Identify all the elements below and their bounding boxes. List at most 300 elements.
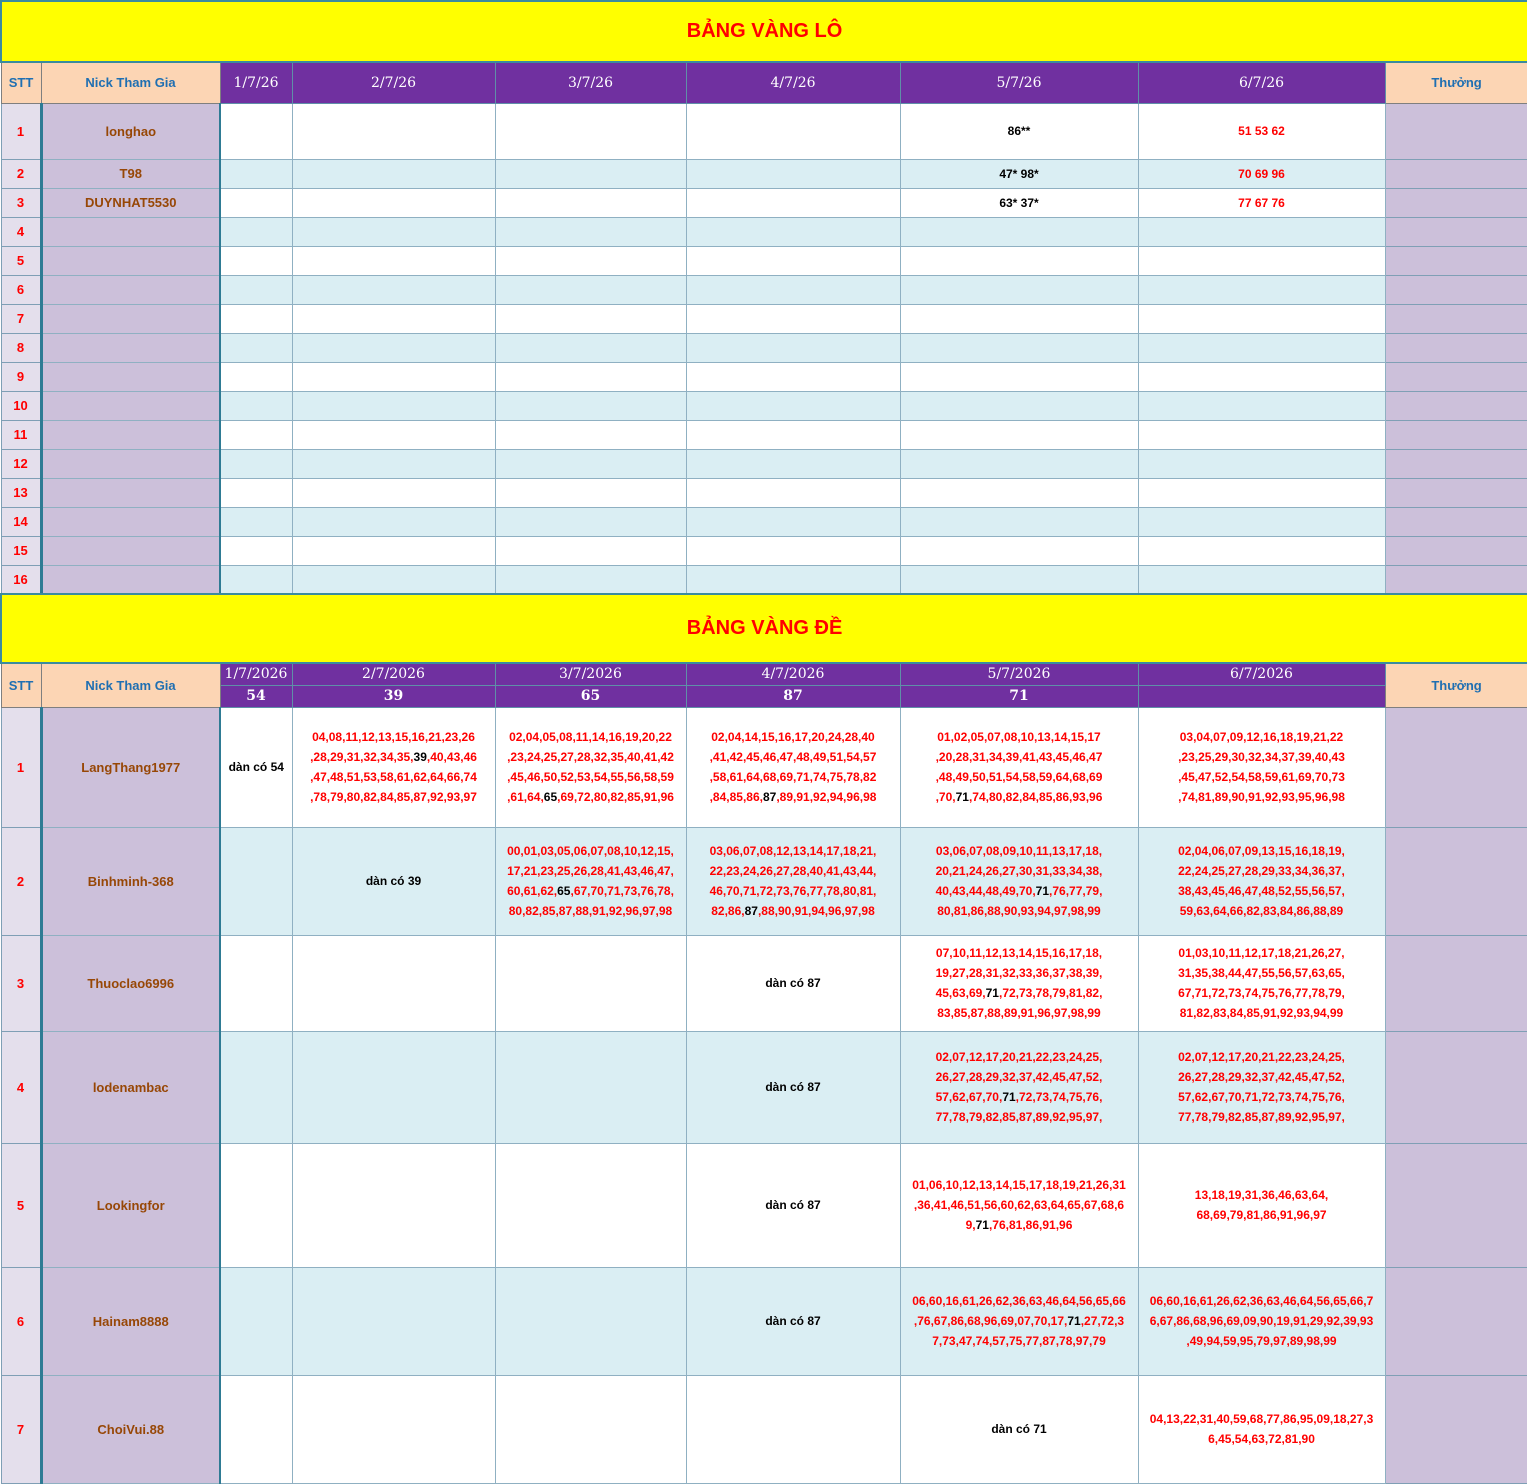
de-number-line: 03,06,07,08,09,10,11,13,17,18, (935, 844, 1103, 858)
de-cell (1138, 1375, 1385, 1483)
lo-cell (495, 159, 686, 188)
lo-cell (686, 391, 900, 420)
lo-cell (220, 246, 292, 275)
de-thuong (1385, 1267, 1527, 1375)
lo-cell (495, 507, 686, 536)
lo-cell (495, 103, 686, 159)
lo-stt: 15 (1, 536, 41, 565)
lo-nick (41, 536, 220, 565)
de-cell (220, 1143, 292, 1267)
de-number-line: 80,82,85,87,88,91,92,96,97,98 (508, 904, 673, 918)
de-cell (292, 1375, 495, 1483)
lo-cell (686, 333, 900, 362)
de-date-header: 5/7/2026 (900, 663, 1138, 685)
lo-date-header: 4/7/26 (686, 62, 900, 103)
lo-nick: longhao (41, 103, 220, 159)
de-number-line: 57,62,67,70,71,72,73,74,75,76, (935, 1090, 1103, 1104)
de-thuong (1385, 935, 1527, 1031)
lo-cell (220, 449, 292, 478)
de-cell (220, 1031, 292, 1143)
de-cell: dàn có 87 (686, 935, 900, 1031)
lo-cell (292, 507, 495, 536)
de-number-line: 31,35,38,44,47,55,56,57,63,65, (1178, 966, 1345, 980)
lo-cell (292, 536, 495, 565)
de-cell (495, 1375, 686, 1483)
lo-cell (1138, 536, 1385, 565)
de-number-line: 03,06,07,08,12,13,14,17,18,21, (709, 844, 877, 858)
de-number-line: ,49,94,59,95,79,97,89,98,99 (1186, 1334, 1337, 1348)
lo-row (1, 507, 1527, 536)
lo-nick (41, 565, 220, 594)
lo-cell (686, 217, 900, 246)
de-stt: 5 (1, 1143, 41, 1267)
lo-cell (1138, 478, 1385, 507)
lo-cell (220, 565, 292, 594)
lo-cell (292, 188, 495, 217)
de-number-line: 00,01,03,05,06,07,08,10,12,15, (507, 844, 674, 858)
de-number-line: 67,71,72,73,74,75,76,77,78,79, (1178, 986, 1345, 1000)
lo-cell (900, 362, 1138, 391)
de-number-line: ,61,64,65,69,72,80,82,85,91,96 (507, 790, 674, 804)
de-number-line: ,20,28,31,34,39,41,43,45,46,47 (935, 750, 1103, 764)
de-result: 39 (292, 685, 495, 707)
de-number-line: ,23,25,29,30,32,34,37,39,40,43 (1178, 750, 1345, 764)
lo-cell (1138, 333, 1385, 362)
de-row (1, 707, 1527, 827)
lo-cell (900, 420, 1138, 449)
lo-cell (686, 478, 900, 507)
de-number-line: 6,45,54,63,72,81,90 (1208, 1432, 1315, 1446)
lo-cell (292, 565, 495, 594)
lo-cell (292, 246, 495, 275)
de-number-line: 9,71,76,81,86,91,96 (965, 1218, 1073, 1232)
lo-stt: 13 (1, 478, 41, 507)
de-thuong (1385, 1375, 1527, 1483)
lo-row (1, 188, 1527, 217)
lo-stt: 2 (1, 159, 41, 188)
lo-nick-header: Nick Tham Gia (41, 62, 220, 103)
lo-cell (686, 449, 900, 478)
de-cell (686, 1375, 900, 1483)
de-date-header: 2/7/2026 (292, 663, 495, 685)
de-number-line: 6,67,86,68,96,69,09,90,19,91,29,92,39,93 (1149, 1314, 1374, 1328)
de-cell (495, 935, 686, 1031)
lo-stt: 5 (1, 246, 41, 275)
lo-date-header: 1/7/26 (220, 62, 292, 103)
lo-nick (41, 275, 220, 304)
winning-number: 87 (744, 904, 758, 918)
de-result: 71 (900, 685, 1138, 707)
de-row (1, 1267, 1527, 1375)
lo-cell (220, 159, 292, 188)
de-thuong (1385, 1143, 1527, 1267)
lo-nick (41, 304, 220, 333)
de-number-line: 02,04,14,15,16,17,20,24,28,40 (711, 730, 875, 744)
de-number-line: 07,10,11,12,13,14,15,16,17,18, (935, 946, 1103, 960)
de-number-line: 77,78,79,82,85,87,89,92,95,97, (1178, 1110, 1345, 1124)
lo-date-header: 2/7/26 (292, 62, 495, 103)
lo-cell (292, 103, 495, 159)
de-number-line: 40,43,44,48,49,70,71,76,77,79, (935, 884, 1103, 898)
de-cell (495, 827, 686, 935)
lo-cell (686, 188, 900, 217)
lo-cell (292, 304, 495, 333)
de-number-line: 57,62,67,70,71,72,73,74,75,76, (1178, 1090, 1345, 1104)
de-number-line: 02,07,12,17,20,21,22,23,24,25, (1178, 1050, 1345, 1064)
de-number-line: 83,85,87,88,89,91,96,97,98,99 (937, 1006, 1101, 1020)
de-number-line: ,48,49,50,51,54,58,59,64,68,69 (935, 770, 1103, 784)
winning-number: 71 (955, 790, 969, 804)
de-number-line: 7,73,47,74,57,75,77,87,78,97,79 (932, 1334, 1106, 1348)
lo-row (1, 449, 1527, 478)
lo-cell (1138, 246, 1385, 275)
lo-stt: 9 (1, 362, 41, 391)
de-number-line: 60,61,62,65,67,70,71,73,76,78, (507, 884, 674, 898)
de-number-line: 82,86,87,88,90,91,94,96,97,98 (711, 904, 875, 918)
de-date-header: 3/7/2026 (495, 663, 686, 685)
lo-thuong (1385, 304, 1527, 333)
de-row (1, 827, 1527, 935)
de-number-line: 80,81,86,88,90,93,94,97,98,99 (937, 904, 1101, 918)
de-cell: dàn có 87 (686, 1267, 900, 1375)
de-row (1, 1143, 1527, 1267)
lo-stt: 4 (1, 217, 41, 246)
de-number-line: ,47,48,51,53,58,61,62,64,66,74 (310, 770, 477, 784)
de-number-line: 01,02,05,07,08,10,13,14,15,17 (937, 730, 1101, 744)
de-cell (1138, 1143, 1385, 1267)
lo-cell (220, 420, 292, 449)
lo-cell (900, 275, 1138, 304)
lo-cell (495, 391, 686, 420)
lo-cell: 47* 98* (900, 159, 1138, 188)
de-number-line: ,84,85,86,87,89,91,92,94,96,98 (709, 790, 877, 804)
lo-cell (495, 565, 686, 594)
lo-row (1, 275, 1527, 304)
lo-stt: 3 (1, 188, 41, 217)
lo-stt: 7 (1, 304, 41, 333)
de-nick: ChoiVui.88 (41, 1375, 220, 1483)
de-cell: dàn có 87 (686, 1031, 900, 1143)
de-cell (292, 1267, 495, 1375)
winning-number: 65 (557, 884, 571, 898)
winning-number: 39 (413, 750, 427, 764)
lo-cell (292, 449, 495, 478)
lo-cell (686, 536, 900, 565)
lo-thuong (1385, 362, 1527, 391)
de-stt: 4 (1, 1031, 41, 1143)
lo-thuong-header: Thưởng (1385, 62, 1527, 103)
de-number-line: 22,23,24,26,27,28,40,41,43,44, (709, 864, 877, 878)
lo-cell (495, 275, 686, 304)
de-number-line: 26,27,28,29,32,37,42,45,47,52, (935, 1070, 1103, 1084)
lo-cell (495, 449, 686, 478)
lo-stt: 8 (1, 333, 41, 362)
lo-stt: 1 (1, 103, 41, 159)
lo-cell (1138, 449, 1385, 478)
de-cell (686, 707, 900, 827)
lo-stt: 16 (1, 565, 41, 594)
lo-cell (220, 188, 292, 217)
lo-cell (1138, 304, 1385, 333)
lo-thuong (1385, 188, 1527, 217)
de-cell (900, 707, 1138, 827)
lo-table (0, 0, 1527, 595)
de-date-header: 1/7/2026 (220, 663, 292, 685)
lo-thuong (1385, 391, 1527, 420)
de-cell (1138, 827, 1385, 935)
lo-cell (1138, 362, 1385, 391)
de-stt: 1 (1, 707, 41, 827)
lo-cell (292, 159, 495, 188)
lo-cell (900, 507, 1138, 536)
de-cell (900, 1143, 1138, 1267)
de-cell (900, 1031, 1138, 1143)
lo-cell: 63* 37* (900, 188, 1138, 217)
lo-cell (1138, 507, 1385, 536)
de-number-line: 06,60,16,61,26,62,36,63,46,64,56,65,66 (912, 1294, 1126, 1308)
de-cell (220, 1267, 292, 1375)
de-row (1, 935, 1527, 1031)
lo-thuong (1385, 275, 1527, 304)
lo-stt: 10 (1, 391, 41, 420)
de-number-line: 04,13,22,31,40,59,68,77,86,95,09,18,27,3 (1149, 1412, 1374, 1426)
lo-thuong (1385, 536, 1527, 565)
de-thuong (1385, 707, 1527, 827)
lo-thuong (1385, 478, 1527, 507)
de-number-line: ,70,71,74,80,82,84,85,86,93,96 (935, 790, 1103, 804)
de-cell (292, 707, 495, 827)
lo-cell: 70 69 96 (1138, 159, 1385, 188)
de-cell (220, 935, 292, 1031)
de-cell (900, 935, 1138, 1031)
de-cell (495, 707, 686, 827)
lo-thuong (1385, 449, 1527, 478)
de-cell (900, 827, 1138, 935)
de-number-line: ,58,61,64,68,69,71,74,75,78,82 (709, 770, 877, 784)
lo-row (1, 478, 1527, 507)
de-number-line: ,36,41,46,51,56,60,62,63,64,65,67,68,6 (913, 1198, 1125, 1212)
de-number-line: 19,27,28,31,32,33,36,37,38,39, (935, 966, 1103, 980)
de-result (1138, 685, 1385, 707)
lo-thuong (1385, 333, 1527, 362)
lo-cell (686, 420, 900, 449)
de-date-header: 4/7/2026 (686, 663, 900, 685)
de-cell (1138, 1267, 1385, 1375)
de-cell (1138, 935, 1385, 1031)
lo-nick (41, 333, 220, 362)
winning-number: 71 (985, 986, 999, 1000)
lo-cell (900, 333, 1138, 362)
lo-cell (495, 217, 686, 246)
winning-number: 87 (762, 790, 777, 804)
lo-cell (220, 333, 292, 362)
lo-cell (220, 536, 292, 565)
lo-cell (292, 333, 495, 362)
lo-stt: 12 (1, 449, 41, 478)
lo-stt: 11 (1, 420, 41, 449)
lo-stt: 14 (1, 507, 41, 536)
lo-row (1, 333, 1527, 362)
lo-cell (495, 333, 686, 362)
de-row (1, 1031, 1527, 1143)
lo-cell (220, 391, 292, 420)
lo-row (1, 536, 1527, 565)
lo-cell (292, 391, 495, 420)
de-number-line: 38,43,45,46,47,48,52,55,56,57, (1178, 884, 1345, 898)
lo-thuong (1385, 246, 1527, 275)
de-number-line: 77,78,79,82,85,87,89,92,95,97, (935, 1110, 1103, 1124)
lo-cell (686, 159, 900, 188)
lo-date-header: 3/7/26 (495, 62, 686, 103)
lo-thuong (1385, 217, 1527, 246)
de-number-line: ,45,46,50,52,53,54,55,56,58,59 (507, 770, 674, 784)
lo-cell (292, 275, 495, 304)
de-number-line: 46,70,71,72,73,76,77,78,80,81, (709, 884, 877, 898)
de-number-line: 68,69,79,81,86,91,96,97 (1196, 1208, 1327, 1222)
lo-stt: 6 (1, 275, 41, 304)
lo-cell: 51 53 62 (1138, 103, 1385, 159)
de-number-line: 02,04,06,07,09,13,15,16,18,19, (1178, 844, 1345, 858)
de-number-line: 04,08,11,12,13,15,16,21,23,26 (312, 730, 475, 744)
lo-row (1, 391, 1527, 420)
winning-number: 71 (1035, 884, 1050, 898)
lo-cell (1138, 275, 1385, 304)
lo-cell (220, 362, 292, 391)
de-table (0, 593, 1527, 1484)
lo-cell (220, 304, 292, 333)
lo-cell (1138, 565, 1385, 594)
de-number-line: 26,27,28,29,32,37,42,45,47,52, (1178, 1070, 1345, 1084)
de-number-line: 02,04,05,08,11,14,16,19,20,22 (509, 730, 672, 744)
lo-cell (495, 246, 686, 275)
winning-number: 71 (1002, 1090, 1016, 1104)
de-cell (220, 827, 292, 935)
de-title: BẢNG VÀNG ĐỀ (1, 594, 1527, 663)
de-thuong (1385, 1031, 1527, 1143)
lo-cell (900, 565, 1138, 594)
lo-date-header: 6/7/26 (1138, 62, 1385, 103)
lo-cell (495, 188, 686, 217)
lo-cell (220, 478, 292, 507)
lo-cell (495, 478, 686, 507)
de-cell (495, 1267, 686, 1375)
de-number-line: 59,63,64,66,82,83,84,86,88,89 (1179, 904, 1344, 918)
de-cell (495, 1143, 686, 1267)
lo-title: BẢNG VÀNG LÔ (1, 1, 1527, 62)
de-stt: 3 (1, 935, 41, 1031)
lo-cell: 86** (900, 103, 1138, 159)
de-number-line: ,45,47,52,54,58,59,61,69,70,73 (1178, 770, 1345, 784)
de-cell: dàn có 71 (900, 1375, 1138, 1483)
de-cell (1138, 1031, 1385, 1143)
lo-cell (495, 362, 686, 391)
lo-thuong (1385, 565, 1527, 594)
de-row (1, 1375, 1527, 1483)
lo-nick (41, 246, 220, 275)
de-cell (686, 827, 900, 935)
de-date-header: 6/7/2026 (1138, 663, 1385, 685)
lo-cell (900, 536, 1138, 565)
lo-nick (41, 478, 220, 507)
de-cell (1138, 707, 1385, 827)
lo-cell (220, 275, 292, 304)
de-number-line: 03,04,07,09,12,16,18,19,21,22 (1179, 730, 1344, 744)
winning-number: 71 (1067, 1314, 1081, 1328)
lo-cell (900, 217, 1138, 246)
de-number-line: 13,18,19,31,36,46,63,64, (1194, 1188, 1329, 1202)
de-cell (292, 1143, 495, 1267)
de-nick: Lookingfor (41, 1143, 220, 1267)
lo-cell (292, 217, 495, 246)
lo-cell (686, 362, 900, 391)
de-number-line: ,78,79,80,82,84,85,87,92,93,97 (310, 790, 477, 804)
de-number-line: 02,07,12,17,20,21,22,23,24,25, (935, 1050, 1103, 1064)
lo-row (1, 420, 1527, 449)
lo-cell (900, 246, 1138, 275)
de-result: 65 (495, 685, 686, 707)
de-number-line: 01,03,10,11,12,17,18,21,26,27, (1178, 946, 1345, 960)
lo-cell (1138, 391, 1385, 420)
de-nick-header: Nick Tham Gia (41, 663, 220, 707)
lo-cell (292, 362, 495, 391)
lo-nick: T98 (41, 159, 220, 188)
lo-cell (495, 420, 686, 449)
lo-cell (686, 246, 900, 275)
de-stt: 6 (1, 1267, 41, 1375)
lo-row (1, 217, 1527, 246)
lo-nick (41, 217, 220, 246)
lo-cell (220, 103, 292, 159)
de-number-line: 01,06,10,12,13,14,15,17,18,19,21,26,31 (912, 1178, 1126, 1192)
de-nick: Binhminh-368 (41, 827, 220, 935)
de-cell (495, 1031, 686, 1143)
lo-date-header: 5/7/26 (900, 62, 1138, 103)
de-result: 54 (220, 685, 292, 707)
de-nick: lodenambac (41, 1031, 220, 1143)
de-cell: dàn có 39 (292, 827, 495, 935)
lo-cell (686, 507, 900, 536)
de-stt: 2 (1, 827, 41, 935)
de-cell: dàn có 87 (686, 1143, 900, 1267)
de-cell (900, 1267, 1138, 1375)
lo-nick: DUYNHAT5530 (41, 188, 220, 217)
lo-nick (41, 362, 220, 391)
lo-cell (686, 275, 900, 304)
lo-cell (900, 449, 1138, 478)
de-number-line: ,41,42,45,46,47,48,49,51,54,57 (709, 750, 877, 764)
lo-nick (41, 449, 220, 478)
lo-cell (292, 420, 495, 449)
winning-number: 65 (543, 790, 558, 804)
lo-cell (220, 217, 292, 246)
lo-cell (1138, 420, 1385, 449)
lo-row (1, 304, 1527, 333)
lo-row (1, 159, 1527, 188)
lo-cell (220, 507, 292, 536)
lo-thuong (1385, 103, 1527, 159)
lo-cell (686, 103, 900, 159)
lo-cell (900, 391, 1138, 420)
de-number-line: 81,82,83,84,85,91,92,93,94,99 (1179, 1006, 1344, 1020)
lo-cell (495, 304, 686, 333)
lo-cell: 77 67 76 (1138, 188, 1385, 217)
de-cell: dàn có 54 (220, 707, 292, 827)
de-number-line: 22,24,25,27,28,29,33,34,36,37, (1178, 864, 1345, 878)
lo-thuong (1385, 159, 1527, 188)
lo-cell (686, 565, 900, 594)
lo-cell (1138, 217, 1385, 246)
lo-cell (292, 478, 495, 507)
